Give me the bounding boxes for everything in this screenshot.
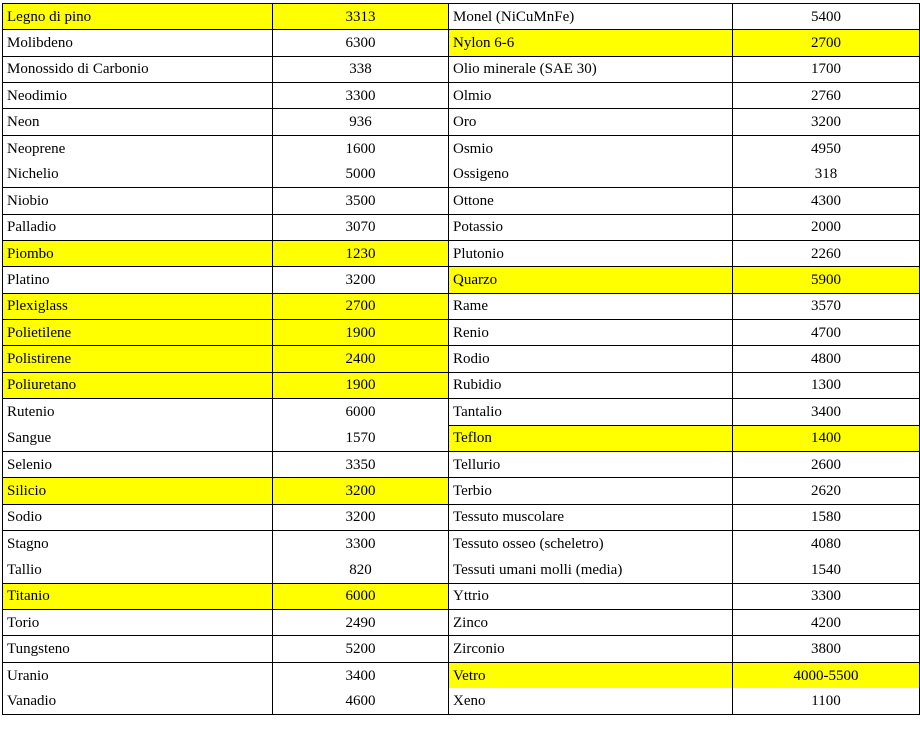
material-value-left: 3350 — [273, 451, 449, 477]
material-name-left: Platino — [3, 267, 273, 293]
material-value-right: 4700 — [733, 320, 920, 346]
material-name-right: Renio — [449, 320, 733, 346]
material-name-right: Tessuto muscolare — [449, 504, 733, 530]
material-value-left: 6000 — [273, 399, 449, 425]
table-row — [3, 399, 920, 425]
material-value-right: 2760 — [733, 83, 920, 109]
table-row — [3, 688, 920, 714]
table-row — [3, 557, 920, 583]
material-value-left: 3500 — [273, 188, 449, 214]
material-value-right: 5400 — [733, 4, 920, 30]
material-value-right: 3570 — [733, 293, 920, 319]
material-name-right: Quarzo — [449, 267, 733, 293]
table-row — [3, 504, 920, 530]
table-row — [3, 135, 920, 161]
material-name-right: Tessuti umani molli (media) — [449, 557, 733, 583]
material-value-left: 6300 — [273, 30, 449, 56]
material-value-right: 1300 — [733, 372, 920, 398]
material-name-left: Vanadio — [3, 688, 273, 714]
material-value-left: 1600 — [273, 135, 449, 161]
material-value-left: 4600 — [273, 688, 449, 714]
material-value-right: 4080 — [733, 530, 920, 556]
material-value-right: 4950 — [733, 135, 920, 161]
table-row — [3, 583, 920, 609]
material-name-right: Yttrio — [449, 583, 733, 609]
material-value-left: 1570 — [273, 425, 449, 451]
table-row — [3, 83, 920, 109]
material-name-left: Silicio — [3, 478, 273, 504]
material-value-left: 5200 — [273, 636, 449, 662]
material-value-left: 936 — [273, 109, 449, 135]
material-value-right: 5900 — [733, 267, 920, 293]
material-value-left: 3200 — [273, 267, 449, 293]
material-name-left: Nichelio — [3, 162, 273, 188]
material-value-right: 4000-5500 — [733, 662, 920, 688]
material-name-right: Vetro — [449, 662, 733, 688]
material-value-right: 318 — [733, 162, 920, 188]
table-row — [3, 4, 920, 30]
material-name-right: Xeno — [449, 688, 733, 714]
material-name-left: Tungsteno — [3, 636, 273, 662]
table-row — [3, 109, 920, 135]
material-name-left: Neoprene — [3, 135, 273, 161]
table-row — [3, 425, 920, 451]
material-value-right: 2000 — [733, 214, 920, 240]
material-value-left: 3400 — [273, 662, 449, 688]
material-name-right: Oro — [449, 109, 733, 135]
material-value-left: 6000 — [273, 583, 449, 609]
material-value-right: 4200 — [733, 609, 920, 635]
table-row — [3, 56, 920, 82]
table-row — [3, 346, 920, 372]
material-name-right: Terbio — [449, 478, 733, 504]
material-name-left: Poliuretano — [3, 372, 273, 398]
material-name-right: Tantalio — [449, 399, 733, 425]
material-name-right: Tellurio — [449, 451, 733, 477]
material-name-right: Tessuto osseo (scheletro) — [449, 530, 733, 556]
material-name-left: Molibdeno — [3, 30, 273, 56]
material-value-left: 3300 — [273, 83, 449, 109]
table-row — [3, 451, 920, 477]
material-name-left: Legno di pino — [3, 4, 273, 30]
material-name-right: Potassio — [449, 214, 733, 240]
material-value-left: 3313 — [273, 4, 449, 30]
material-name-right: Olio minerale (SAE 30) — [449, 56, 733, 82]
table-row — [3, 530, 920, 556]
material-value-left: 3070 — [273, 214, 449, 240]
material-value-right: 2700 — [733, 30, 920, 56]
table-row — [3, 293, 920, 319]
material-name-left: Neodimio — [3, 83, 273, 109]
material-name-left: Sangue — [3, 425, 273, 451]
materials-table — [2, 3, 920, 715]
material-name-left: Monossido di Carbonio — [3, 56, 273, 82]
material-value-left: 5000 — [273, 162, 449, 188]
material-value-right: 3400 — [733, 399, 920, 425]
material-name-right: Rubidio — [449, 372, 733, 398]
material-name-right: Plutonio — [449, 241, 733, 267]
material-name-left: Neon — [3, 109, 273, 135]
material-name-right: Zinco — [449, 609, 733, 635]
material-value-right: 2260 — [733, 241, 920, 267]
material-name-right: Ossigeno — [449, 162, 733, 188]
material-value-right: 3300 — [733, 583, 920, 609]
material-name-right: Rodio — [449, 346, 733, 372]
material-value-right: 1700 — [733, 56, 920, 82]
table-row — [3, 320, 920, 346]
material-value-right: 3800 — [733, 636, 920, 662]
table-row — [3, 30, 920, 56]
table-row — [3, 267, 920, 293]
material-name-right: Olmio — [449, 83, 733, 109]
material-name-right: Zirconio — [449, 636, 733, 662]
material-value-right: 3200 — [733, 109, 920, 135]
material-name-left: Palladio — [3, 214, 273, 240]
table-row — [3, 214, 920, 240]
material-value-left: 1900 — [273, 320, 449, 346]
material-name-left: Polistirene — [3, 346, 273, 372]
material-name-left: Selenio — [3, 451, 273, 477]
table-row — [3, 162, 920, 188]
material-name-right: Rame — [449, 293, 733, 319]
material-value-right: 2600 — [733, 451, 920, 477]
material-name-right: Nylon 6-6 — [449, 30, 733, 56]
material-name-left: Torio — [3, 609, 273, 635]
material-name-left: Niobio — [3, 188, 273, 214]
material-value-left: 3300 — [273, 530, 449, 556]
table-row — [3, 662, 920, 688]
material-value-left: 2490 — [273, 609, 449, 635]
table-row — [3, 609, 920, 635]
material-name-left: Sodio — [3, 504, 273, 530]
material-name-left: Plexiglass — [3, 293, 273, 319]
material-value-right: 4300 — [733, 188, 920, 214]
material-value-left: 3200 — [273, 504, 449, 530]
material-value-left: 2400 — [273, 346, 449, 372]
material-name-right: Monel (NiCuMnFe) — [449, 4, 733, 30]
table-row — [3, 372, 920, 398]
material-name-left: Polietilene — [3, 320, 273, 346]
material-name-left: Rutenio — [3, 399, 273, 425]
material-value-right: 1540 — [733, 557, 920, 583]
material-value-left: 820 — [273, 557, 449, 583]
material-value-left: 2700 — [273, 293, 449, 319]
material-value-right: 1580 — [733, 504, 920, 530]
material-name-left: Uranio — [3, 662, 273, 688]
table-row — [3, 636, 920, 662]
material-name-right: Ottone — [449, 188, 733, 214]
material-value-right: 1100 — [733, 688, 920, 714]
material-name-right: Osmio — [449, 135, 733, 161]
table-row — [3, 188, 920, 214]
material-value-left: 338 — [273, 56, 449, 82]
material-name-left: Stagno — [3, 530, 273, 556]
material-value-right: 1400 — [733, 425, 920, 451]
material-name-right: Teflon — [449, 425, 733, 451]
material-value-left: 1230 — [273, 241, 449, 267]
table-row — [3, 241, 920, 267]
material-value-right: 4800 — [733, 346, 920, 372]
material-value-right: 2620 — [733, 478, 920, 504]
material-name-left: Piombo — [3, 241, 273, 267]
table-row — [3, 478, 920, 504]
material-name-left: Tallio — [3, 557, 273, 583]
material-value-left: 3200 — [273, 478, 449, 504]
material-name-left: Titanio — [3, 583, 273, 609]
material-value-left: 1900 — [273, 372, 449, 398]
